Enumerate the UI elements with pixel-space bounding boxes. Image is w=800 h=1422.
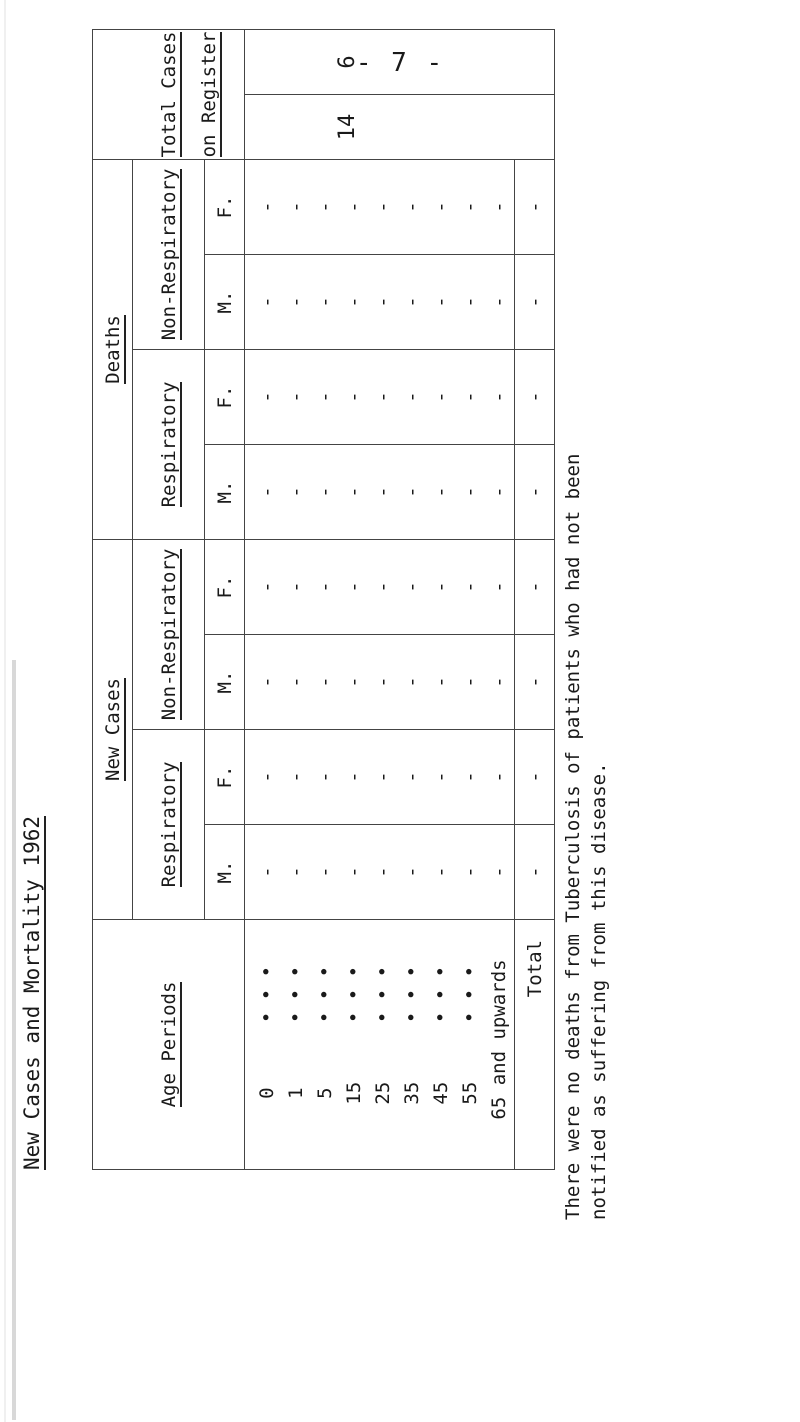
- nil-value: -: [459, 201, 481, 213]
- total-nil: -: [515, 254, 555, 349]
- age-period-dots: • • •: [401, 965, 423, 1024]
- age-period-item: [456, 920, 485, 1159]
- nil-column: [245, 635, 515, 730]
- nil-value: -: [459, 581, 481, 593]
- nil-value: -: [459, 296, 481, 308]
- nil-value: -: [343, 296, 365, 308]
- nil-value: -: [372, 391, 394, 403]
- nil-value: -: [285, 866, 307, 878]
- sex-f: F.: [205, 730, 245, 825]
- nil-value: -: [488, 486, 510, 498]
- new-resp-header: Respiratory: [133, 730, 205, 920]
- sex-f: F.: [205, 539, 245, 634]
- age-period-label: 55: [459, 1081, 481, 1105]
- nil-value: -: [488, 771, 510, 783]
- binding-shadow: [12, 660, 16, 1420]
- nil-value: -: [256, 771, 278, 783]
- nil-value: -: [430, 486, 452, 498]
- nil-value: -: [343, 391, 365, 403]
- deaths-nonresp-header: Non-Respiratory: [133, 159, 205, 349]
- nil-value: -: [256, 581, 278, 593]
- nil-value: -: [430, 296, 452, 308]
- nil-value: -: [459, 771, 481, 783]
- nil-value: -: [488, 296, 510, 308]
- nil-value: -: [256, 486, 278, 498]
- nil-value: -: [430, 771, 452, 783]
- age-period-label: 5: [314, 1087, 336, 1099]
- nil-value: -: [401, 676, 423, 688]
- nil-value: -: [314, 771, 336, 783]
- nil-value: -: [459, 866, 481, 878]
- rotated-table-container: [92, 31, 546, 1170]
- deaths-resp-header: Respiratory: [133, 349, 205, 539]
- total-nil: -: [515, 349, 555, 444]
- total-row: [515, 29, 555, 1169]
- nil-value: -: [430, 201, 452, 213]
- nil-column: [245, 159, 515, 254]
- nil-column: [245, 539, 515, 634]
- nil-value: -: [256, 296, 278, 308]
- nil-value: -: [285, 391, 307, 403]
- nil-value: -: [459, 391, 481, 403]
- nil-value: -: [401, 866, 423, 878]
- nil-value: -: [459, 676, 481, 688]
- register-resp-f: 6: [245, 29, 555, 94]
- age-period-item: [398, 920, 427, 1159]
- nil-value: -: [430, 391, 452, 403]
- nil-value: -: [285, 296, 307, 308]
- nil-value: -: [372, 581, 394, 593]
- scan-edge: [4, 0, 6, 1422]
- nil-column: [245, 349, 515, 444]
- age-period-label: 65 and upwards: [488, 959, 510, 1120]
- nil-value: -: [343, 771, 365, 783]
- age-periods-header: Age Periods: [93, 920, 245, 1170]
- footnote: There were no deaths from Tuberculosis of patients who had not been notified as suffering from this disease.: [562, 453, 610, 1220]
- nil-value: -: [314, 391, 336, 403]
- nil-value: -: [372, 296, 394, 308]
- nil-value: -: [285, 581, 307, 593]
- nil-value: -: [285, 771, 307, 783]
- sex-f: F.: [205, 159, 245, 254]
- page-title-text: New Cases and Mortality 1962: [20, 815, 44, 1170]
- nil-value: -: [343, 581, 365, 593]
- header-row-groups: [93, 29, 133, 1169]
- nil-column: [245, 444, 515, 539]
- sex-m: M.: [205, 254, 245, 349]
- age-period-item: [282, 920, 311, 1159]
- nil-column: [245, 730, 515, 825]
- register-header-block: [93, 29, 245, 159]
- age-period-dots: • • •: [430, 965, 452, 1024]
- age-period-label: 45: [430, 1081, 452, 1105]
- age-period-item: [427, 920, 456, 1159]
- nil-value: -: [314, 676, 336, 688]
- nil-value: -: [430, 676, 452, 688]
- nil-value: -: [314, 296, 336, 308]
- nil-value: -: [372, 676, 394, 688]
- total-nil: -: [515, 159, 555, 254]
- nil-value: -: [401, 201, 423, 213]
- age-period-dots: • • •: [256, 965, 278, 1024]
- register-header: Total Cases on Register: [157, 31, 220, 158]
- nil-value: -: [430, 581, 452, 593]
- total-nil: -: [515, 635, 555, 730]
- age-rows: [245, 29, 515, 1169]
- nil-value: -: [256, 866, 278, 878]
- total-nil: -: [515, 730, 555, 825]
- sex-m: M.: [205, 444, 245, 539]
- nil-value: -: [285, 486, 307, 498]
- nil-value: -: [401, 486, 423, 498]
- total-nil: -: [515, 539, 555, 634]
- nil-value: -: [314, 486, 336, 498]
- new-nonresp-header: Non-Respiratory: [133, 539, 205, 729]
- nil-value: -: [459, 486, 481, 498]
- total-label: Total: [515, 920, 555, 1170]
- age-period-item: [340, 920, 369, 1159]
- nil-value: -: [256, 391, 278, 403]
- nil-value: -: [488, 866, 510, 878]
- sex-m: M.: [205, 825, 245, 920]
- age-period-label: 15: [343, 1081, 365, 1105]
- nil-value: -: [430, 866, 452, 878]
- nil-value: -: [256, 676, 278, 688]
- nil-value: -: [372, 771, 394, 783]
- nil-value: -: [401, 581, 423, 593]
- age-period-label: 25: [372, 1081, 394, 1105]
- nil-value: -: [343, 676, 365, 688]
- age-period-dots: • • •: [314, 965, 336, 1024]
- nil-value: -: [343, 866, 365, 878]
- nil-value: -: [285, 676, 307, 688]
- nil-value: -: [488, 201, 510, 213]
- sex-f: F.: [205, 349, 245, 444]
- nil-value: -: [488, 581, 510, 593]
- nil-value: -: [314, 581, 336, 593]
- age-period-dots: • • •: [343, 965, 365, 1024]
- nil-value: -: [343, 486, 365, 498]
- register-resp-m: 14: [245, 94, 555, 159]
- age-period-dots: • • •: [372, 965, 394, 1024]
- new-cases-header: New Cases: [93, 539, 133, 919]
- nil-column: [245, 825, 515, 920]
- nil-value: -: [401, 296, 423, 308]
- nil-value: -: [401, 391, 423, 403]
- age-periods-list: [245, 920, 515, 1170]
- age-period-dots: • • •: [285, 965, 307, 1024]
- nil-column: [245, 254, 515, 349]
- age-period-item: [311, 920, 340, 1159]
- nil-value: -: [401, 771, 423, 783]
- nil-value: -: [372, 486, 394, 498]
- sex-m: M.: [205, 635, 245, 730]
- nil-value: -: [256, 201, 278, 213]
- nil-value: -: [372, 201, 394, 213]
- age-period-label: 1: [285, 1087, 307, 1099]
- deaths-header: Deaths: [93, 159, 133, 539]
- age-period-label: 0: [256, 1087, 278, 1099]
- age-period-label: 35: [401, 1081, 423, 1105]
- nil-value: -: [314, 866, 336, 878]
- nil-value: -: [372, 866, 394, 878]
- page-title: [20, 100, 60, 1170]
- age-period-dots: • • •: [459, 965, 481, 1024]
- page-number: - 7 -: [355, 48, 445, 78]
- nil-value: -: [488, 391, 510, 403]
- nil-value: -: [285, 201, 307, 213]
- nil-value: -: [314, 201, 336, 213]
- age-period-item: [369, 920, 398, 1159]
- mortality-table: [92, 29, 555, 1170]
- age-period-item: [253, 920, 282, 1159]
- age-period-item: [485, 920, 514, 1159]
- nil-value: -: [343, 201, 365, 213]
- total-nil: -: [515, 444, 555, 539]
- total-nil: -: [515, 825, 555, 920]
- nil-value: -: [488, 676, 510, 688]
